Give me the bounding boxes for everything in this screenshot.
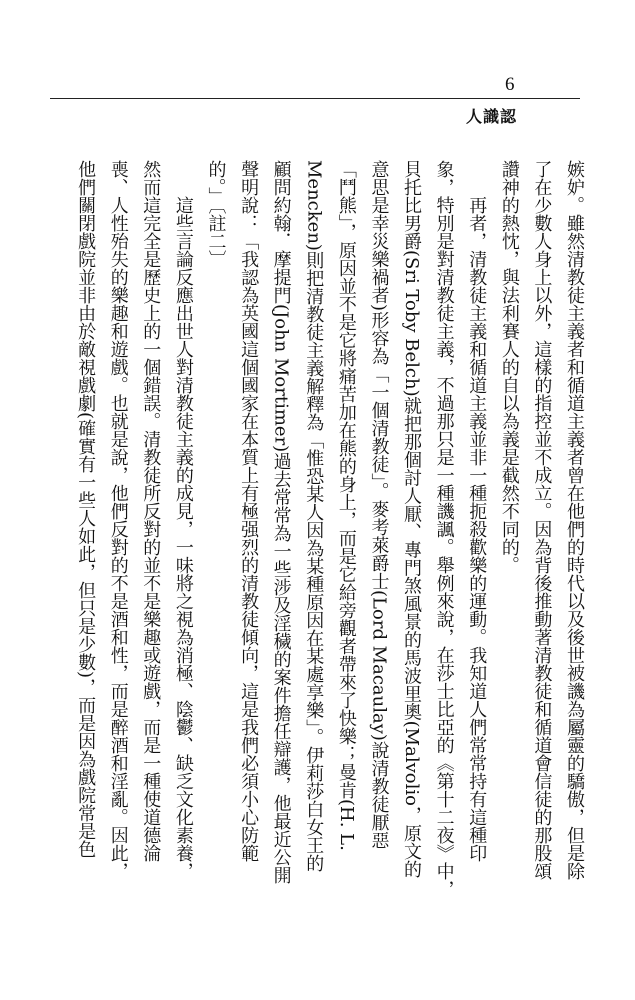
text-line: Mencken)則把清教徒主義解釋為「惟恐某人因為某種原因在某處享樂」。伊莉莎白女王的 bbox=[303, 160, 325, 872]
text-line: 然而這完全是歷史上的一個錯誤。清教徒所反對的並不是樂趣或遊戲，而是一種使道德淪 bbox=[140, 160, 162, 862]
text-line: 再者，清教徒主義和循道主義並非一種扼殺歡樂的運動。我知道人們常常持有這種印 bbox=[466, 196, 488, 862]
body-text bbox=[50, 160, 590, 955]
running-title: 人識認 bbox=[466, 107, 518, 126]
text-line: 「鬥熊」，原因並不是它將痛苦加在熊的身上，而是它給旁觀者帶來了快樂；曼肯(H. L. bbox=[335, 160, 357, 851]
text-line: 喪、人性殆失的樂趣和遊戲。也就是說，他們反對的不是酒和性，而是醉酒和淫亂。因此， bbox=[107, 160, 129, 880]
text-line: 聲明說：「我認為英國這個國家在本質上有極强烈的清教徒傾向，這是我們必須小心防範 bbox=[238, 160, 260, 862]
text-line: 象，特別是對清教徒主義，不過那只是一種譏諷。舉例來說，在莎士比亞的《第十二夜》中， bbox=[433, 160, 455, 898]
text-line: 貝托比男爵(Sri Toby Belch)就把那個討人厭、專門煞風景的馬波里奧(Malvolio，原文的 bbox=[401, 160, 423, 878]
page-number: 6 bbox=[505, 74, 515, 95]
text-line: 他們關閉戲院並非由於敵視戲劇(確實有一些人如此，但只是少數)，而是因為戲院常是色 bbox=[75, 160, 97, 859]
text-line: 嫉妒。雖然清教徒主義者和循道主義者曾在他們的時代以及後世被譏為屬靈的驕傲，但是除 bbox=[564, 160, 585, 880]
text-line: 顧問約翰．摩提門(John Mortimer)過去常常為一些涉及淫穢的案件擔任辯護，他最近公開 bbox=[270, 160, 292, 885]
text-line: 意思是幸災樂禍者)形容為「一個清教徒」。麥考萊爵士(Lord Macaulay)說清教徒厭惡 bbox=[368, 160, 390, 849]
text-line: 讚神的熱忱，與法利賽人的自以為義是截然不同的。 bbox=[498, 160, 520, 574]
header-rule bbox=[50, 98, 580, 99]
text-line: 這些言論反應出世人對清教徒主義的成見，一味將之視為消極、陰鬱、缺乏文化素養， bbox=[172, 196, 194, 880]
text-line: 了在少數人身上以外，這樣的指控並不成立。因為背後推動著清教徒和循道會信徒的那股頌 bbox=[531, 160, 553, 880]
text-line: 的。」〔註二〕 bbox=[205, 160, 227, 268]
